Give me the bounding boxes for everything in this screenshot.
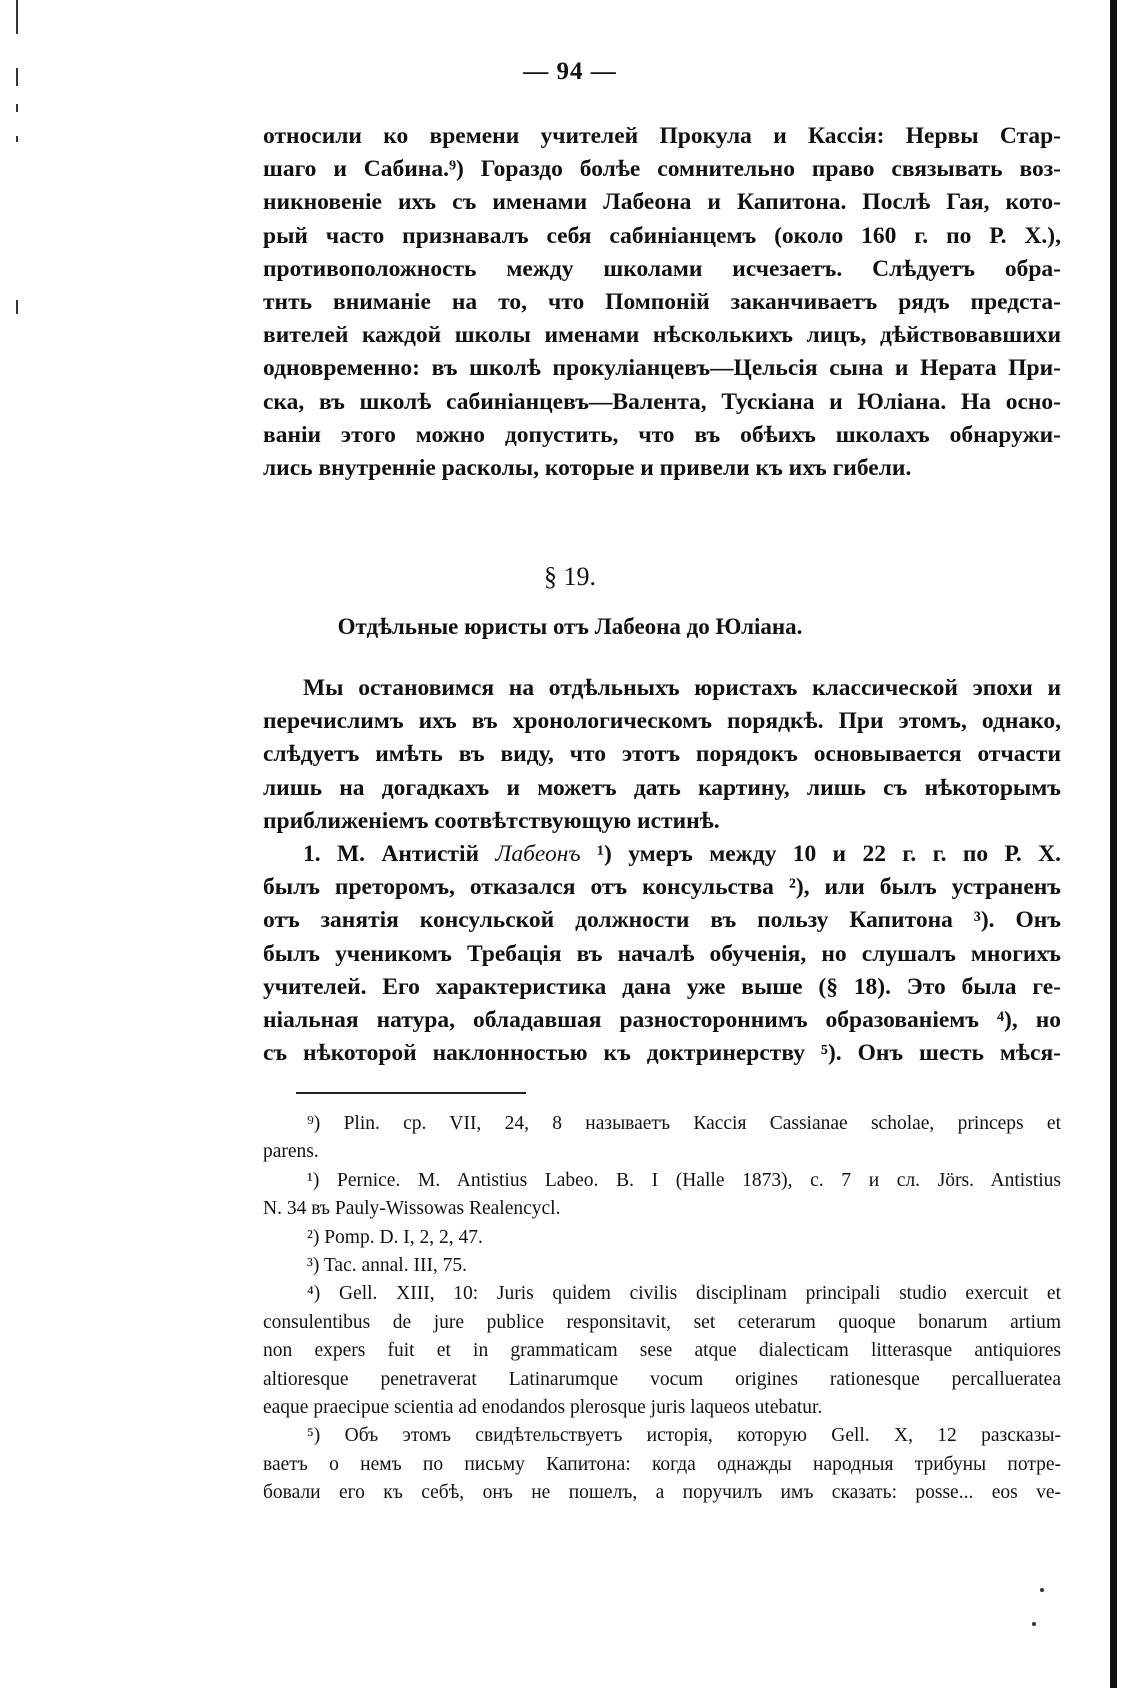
footnote-line: consulentibus de jure publice responsitavit, set ceterarum quoque bonarum artium bbox=[263, 1311, 1061, 1333]
footnote-divider bbox=[296, 1092, 526, 1094]
top-paragraph bbox=[263, 120, 1061, 485]
footnote-line: ⁹) Plin. cp. VII, 24, 8 называетъ Кассія Cassianae scholae, princeps et bbox=[307, 1113, 1061, 1134]
scan-edge-border bbox=[1110, 0, 1117, 1688]
paragraph-line: вителей каждой школы именами нѣсколькихъ лицъ, дѣйствовавшихи bbox=[263, 322, 1061, 349]
paragraph-line: отъ занятія консульской должности въ пользу Капитона ³). Онъ bbox=[263, 907, 1061, 934]
paragraph-line: былъ ученикомъ Требація въ началѣ обученія, но слушалъ многихъ bbox=[263, 940, 1061, 967]
paragraph-line: одновременно: въ школѣ прокуліанцевъ—Цельсія сына и Нерата При- bbox=[263, 355, 1061, 382]
paragraph-line: съ нѣкоторой наклонностью къ доктринерству ⁵). Онъ шесть мѣся- bbox=[263, 1040, 1061, 1067]
footnote-line: ⁴) Gell. XIII, 10: Juris quidem civilis disciplinam principali studio exercuit et bbox=[307, 1283, 1061, 1305]
paragraph-line: приближеніемъ соотвѣтствующую истинѣ. bbox=[263, 807, 720, 834]
footnote-line: N. 34 въ Pauly-Wissowas Realencycl. bbox=[263, 1198, 561, 1220]
scan-speck bbox=[1040, 1588, 1044, 1592]
footnote-line: ³) Tac. annal. III, 75. bbox=[307, 1255, 468, 1277]
labeo-prefix: 1. М. Антистій bbox=[303, 841, 496, 868]
paragraph-line: ска, въ школѣ сабиніанцевъ—Валента, Тускіана и Юліана. На осно- bbox=[263, 388, 1061, 415]
footnote-line: non expers fuit et in grammaticam sese atque dialecticam litterasque antiquiores bbox=[263, 1340, 1061, 1362]
paragraph-line: Мы остановимся на отдѣльныхъ юристахъ классической эпохи и bbox=[303, 675, 1061, 701]
paragraph-line: ніальная натура, обладавшая разностороннимъ образованіемъ ⁴), но bbox=[263, 1007, 1061, 1034]
footnote-line: ¹) Pernice. M. Antistius Labeo. B. I (Halle 1873), c. 7 и сл. Jörs. Antistius bbox=[307, 1169, 1061, 1191]
paragraph-line: противоположность между школами исчезаетъ. Слѣдуетъ обра- bbox=[263, 255, 1061, 282]
paragraph-line: тнть вниманіе на то, что Помпоній заканчиваетъ рядъ предста- bbox=[263, 289, 1061, 316]
labeo-name: Лабеонъ bbox=[495, 841, 581, 868]
paragraph-line: никновеніе ихъ съ именами Лабеона и Капитона. Послѣ Гая, кото- bbox=[263, 189, 1061, 216]
section-number: § 19. bbox=[544, 562, 596, 591]
paragraph-line: шаго и Сабина.⁹) Гораздо болѣе сомнительно право связывать воз- bbox=[263, 156, 1061, 183]
paragraph-line: рый часто признавалъ себя сабиніанцемъ (около 160 г. по Р. Х.), bbox=[263, 222, 1061, 249]
section-body bbox=[263, 672, 1061, 1070]
paragraph-line: относили ко времени учителей Прокула и Кассія: Нервы Стар- bbox=[263, 123, 1061, 149]
footnote-line: ²) Pomp. D. I, 2, 2, 47. bbox=[307, 1226, 483, 1248]
paragraph-line: ваніи этого можно допустить, что въ обѣихъ школахъ обнаружи- bbox=[263, 421, 1061, 448]
page-number: — 94 — bbox=[523, 58, 617, 85]
footnote-line: бовали его къ себѣ, онъ не пошелъ, а поручилъ имъ сказать: posse... eos ve- bbox=[263, 1482, 1061, 1504]
footnote-line: ваетъ о немъ по письму Капитона: когда однажды народныя трибуны потре- bbox=[263, 1453, 1061, 1475]
footnote-line: parens. bbox=[263, 1141, 319, 1163]
footnote-line: ⁵) Объ этомъ свидѣтельствуетъ исторія, которую Gell. X, 12 разсказы- bbox=[307, 1425, 1061, 1447]
labeo-first-line bbox=[263, 838, 1061, 871]
scan-left-marks bbox=[16, 0, 20, 340]
paragraph-line: слѣдуетъ имѣть въ виду, что этотъ порядокъ основывается отчасти bbox=[263, 741, 1061, 768]
paragraph-line: былъ преторомъ, отказался отъ консульства ²), или былъ устраненъ bbox=[263, 874, 1061, 901]
footnote-line: eaque praecipue scientia ad enodandos plerosque juris laqueos utebatur. bbox=[263, 1397, 823, 1419]
paragraph-line: перечислимъ ихъ въ хронологическомъ порядкѣ. При этомъ, однако, bbox=[263, 708, 1061, 735]
paragraph-line: лись внутренніе расколы, которые и привели къ ихъ гибели. bbox=[263, 455, 912, 482]
section-title: Отдѣльные юристы отъ Лабеона до Юліана. bbox=[337, 614, 803, 639]
footnote-line: altioresque penetraverat Latinarumque vocum origines rationesque percallueratea bbox=[263, 1368, 1061, 1390]
paragraph-line: лишь на догадкахъ и можетъ дать картину, лишь съ нѣкоторымъ bbox=[263, 774, 1061, 801]
footnotes bbox=[263, 1110, 1061, 1508]
paragraph-line: учителей. Его характеристика дана уже выше (§ 18). Это была ге- bbox=[263, 973, 1061, 1000]
scan-speck bbox=[1032, 1622, 1036, 1626]
labeo-suffix: ¹) умеръ между 10 и 22 г. г. по Р. Х. bbox=[580, 841, 1061, 868]
